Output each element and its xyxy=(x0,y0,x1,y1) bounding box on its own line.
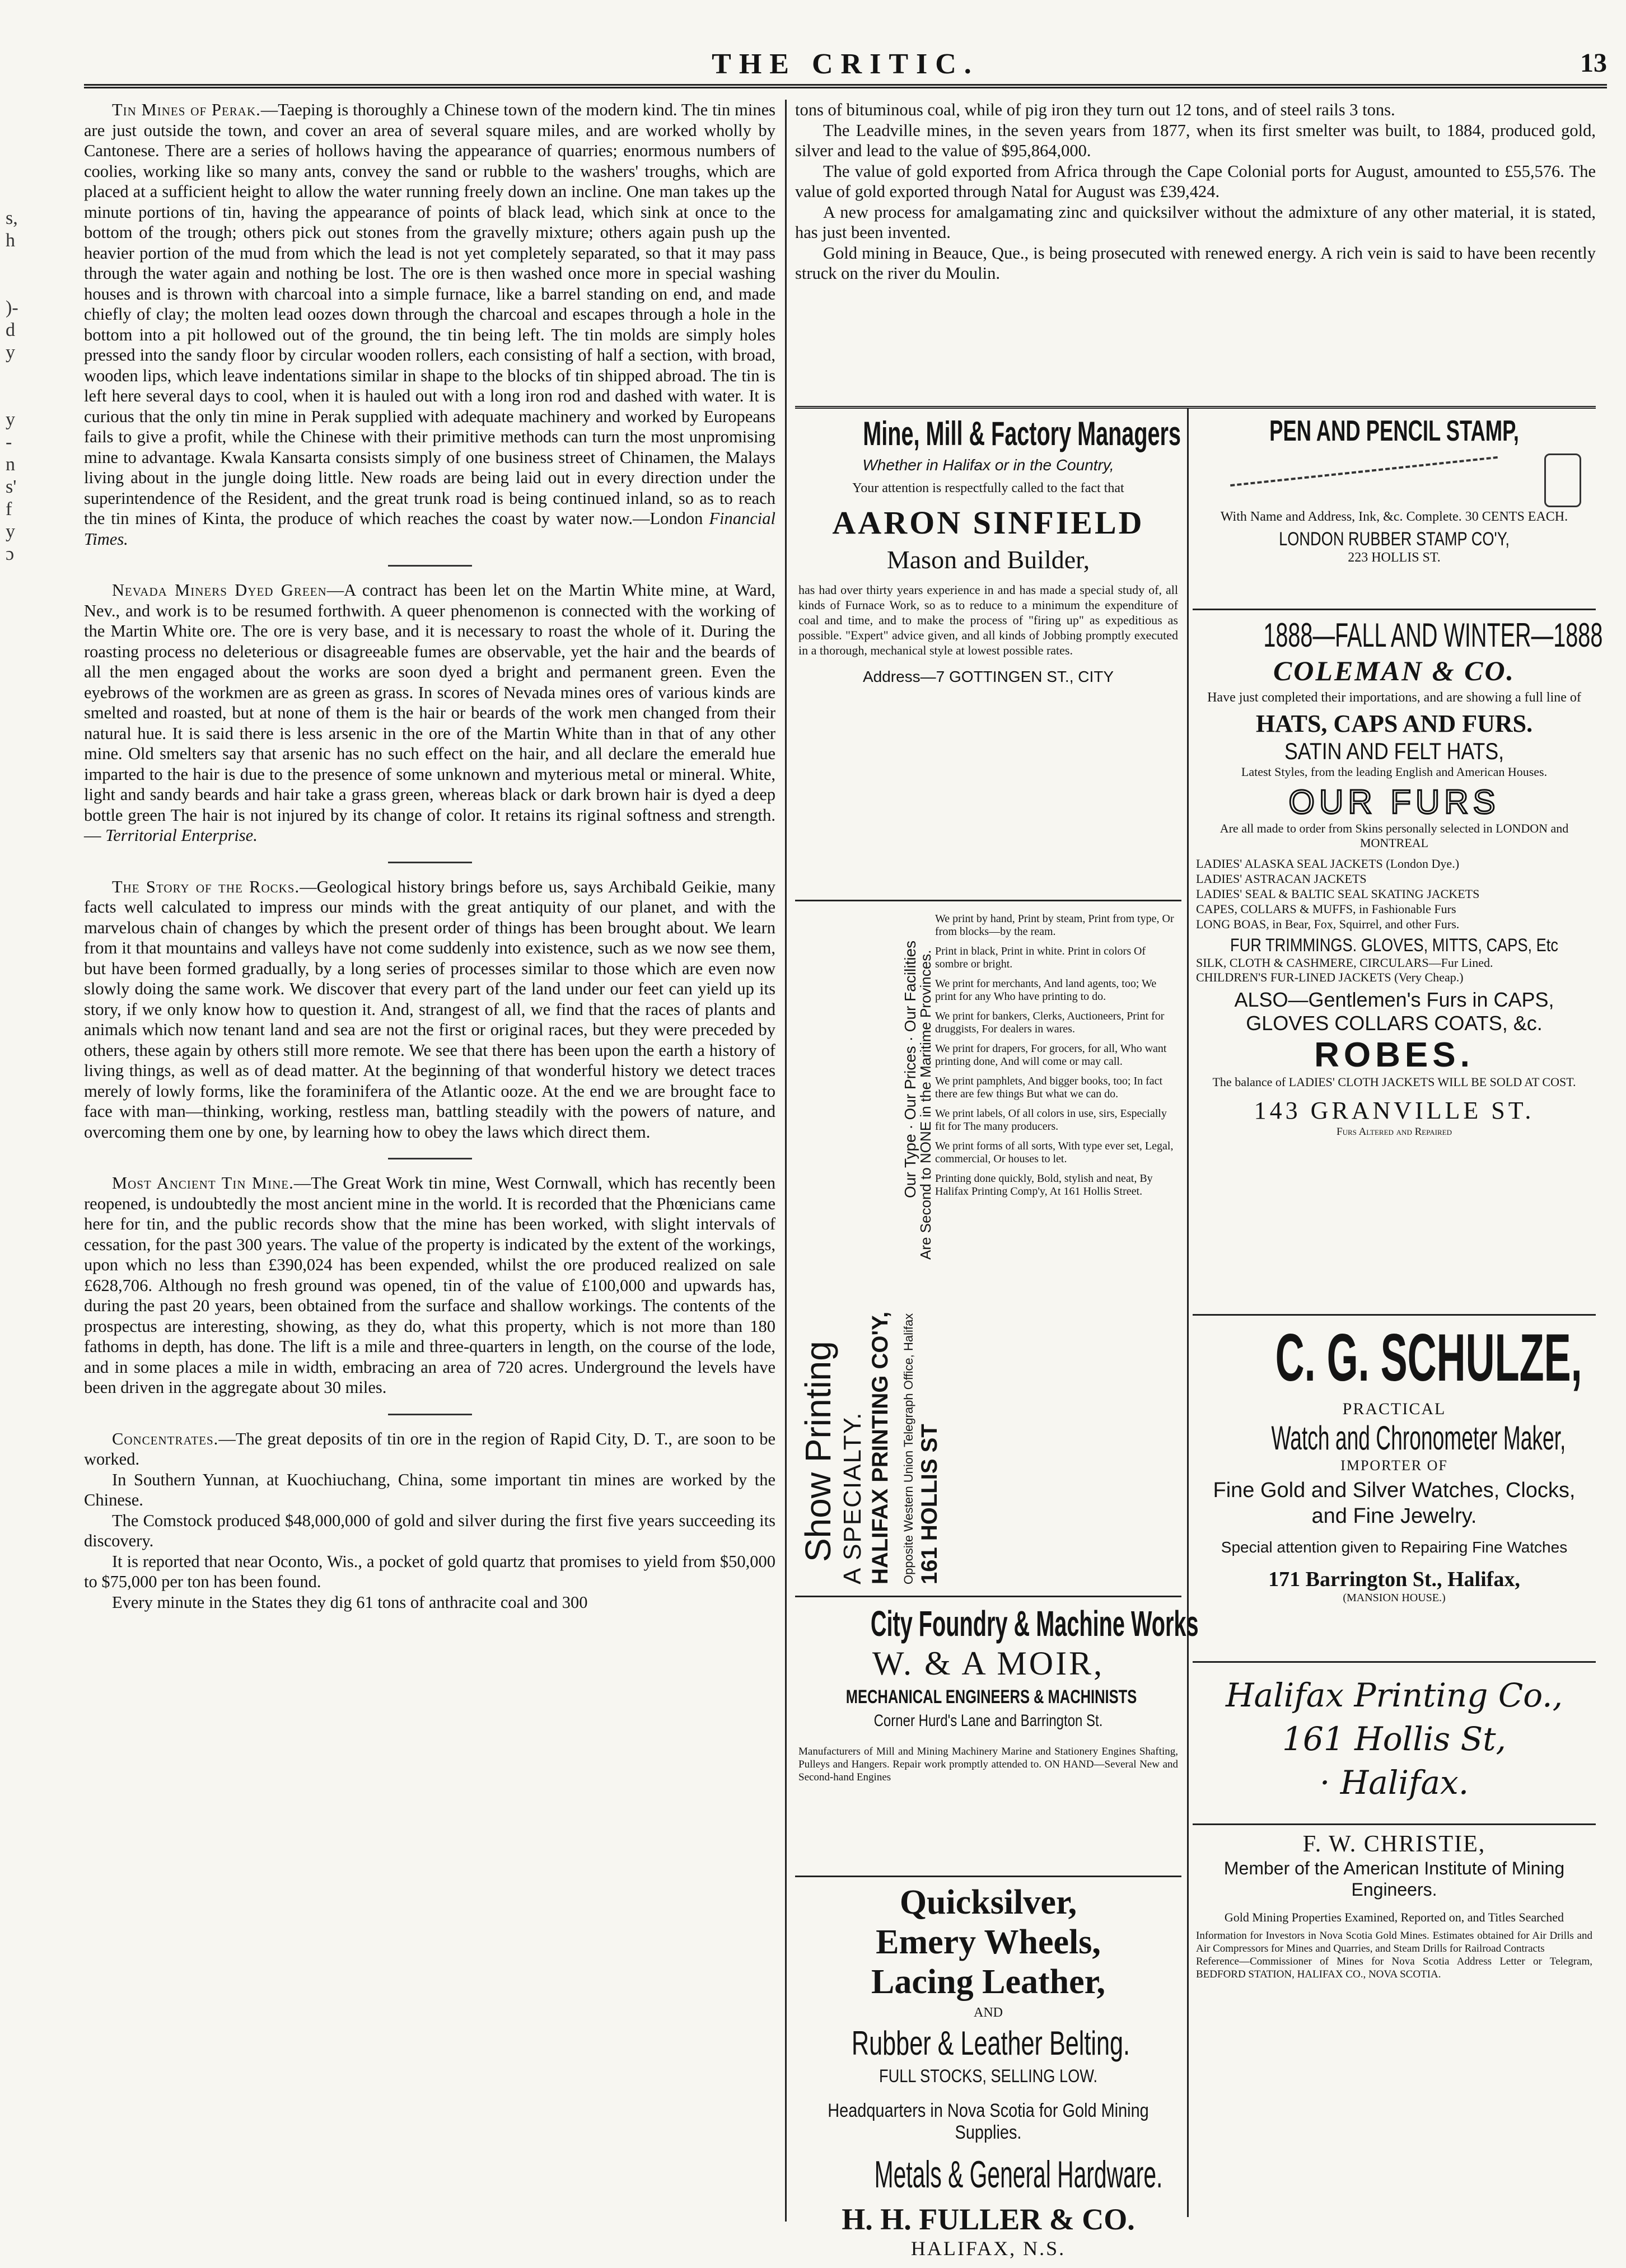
article-paragraph xyxy=(84,580,775,846)
newspaper-page xyxy=(84,45,1607,2260)
coleman-also: ALSO—Gentlemen's Furs in CAPS, GLOVES COLLARS COATS, &c. xyxy=(1234,988,1554,1035)
fuller-name: H. H. FULLER & CO. xyxy=(842,2202,1135,2236)
christie-props: Gold Mining Properties Examined, Reported on, and Titles Searched xyxy=(1224,1910,1564,1924)
printing-verse-item: We print for merchants, And land agents, too; We print for any Who have printing to do. xyxy=(935,978,1157,1003)
fuller-metals: Metals & General Hardware. xyxy=(874,2153,1163,2196)
margin-mark xyxy=(6,274,28,297)
coleman-satin: SATIN AND FELT HATS, xyxy=(1284,738,1504,764)
printing-verse-item: We print labels, Of all colors in use, sirs, Especially fit for The many producers. xyxy=(935,1107,1167,1133)
article xyxy=(84,877,775,1143)
coleman-intro: Have just completed their importations, and are showing a full line of xyxy=(1207,690,1581,705)
mining-note: A new process for amalgamating zinc and quicksilver without the admixture of any other material, it is stated, has just been invented. xyxy=(795,202,1596,242)
printing-street: 161 HOLLIS ST xyxy=(917,1424,942,1584)
article-paragraph xyxy=(84,1173,775,1398)
schulze-address: 171 Barrington St., Halifax, xyxy=(1268,1568,1520,1591)
article-separator xyxy=(388,862,472,863)
ad-schulze xyxy=(1193,1316,1596,1663)
margin-mark: )- xyxy=(6,297,18,318)
margin-mark: y xyxy=(6,409,15,430)
margin-mark: n xyxy=(6,454,15,475)
coleman-made: Are all made to order from Skins personally selected in LONDON and MONTREAL xyxy=(1220,821,1569,850)
stamp-illustration xyxy=(1196,448,1592,509)
coleman-balance: The balance of LADIES' CLOTH JACKETS WILL BE SOLD AT COST. xyxy=(1212,1075,1576,1089)
printing-verse-item: We print for drapers, For grocers, for all, Who want printing done, And will come or may call. xyxy=(935,1042,1167,1068)
coleman-name: COLEMAN & CO. xyxy=(1273,655,1516,686)
coleman-trimmings: FUR TRIMMINGS. GLOVES, MITTS, CAPS, Etc xyxy=(1230,935,1558,955)
our-type: Our Type xyxy=(901,1134,919,1199)
script-line-1: Halifax Printing Co., xyxy=(1225,1676,1563,1714)
article-headline: Concentrates. xyxy=(112,1429,219,1448)
fuller-emery: Emery Wheels, xyxy=(876,1923,1101,1961)
stamp-address: 223 HOLLIS ST. xyxy=(1348,550,1441,565)
fuller-city: HALIFAX, N.S. xyxy=(910,2237,1066,2260)
ad-halifax-printing xyxy=(795,901,1181,1597)
margin-mark: s' xyxy=(6,476,17,497)
christie-ref: Reference—Commissioner of Mines for Nova Scotia Address Letter or Telegram, BEDFORD STATION, HALIFAX CO., NOVA SCOTIA. xyxy=(1196,1956,1592,1980)
article xyxy=(84,1429,775,1613)
article xyxy=(84,100,775,549)
article-paragraph xyxy=(84,1429,775,1470)
sinfield-body: has had over thirty years experience in and has made a special study of, all kinds of Furnace Work, so as to reduce to a minimum the expenditure of coal and time, and to make the process of "firing up" as expeditious as possible. "Expert" advice given, and all kinds of Jobbing promptly executed in a thorough, mechanical style at lowest possible rates. xyxy=(798,583,1178,657)
article-paragraph xyxy=(84,1551,775,1592)
ad-halifax-script xyxy=(1193,1663,1596,1825)
fuller-stocks: FULL STOCKS, SELLING LOW. xyxy=(879,2066,1097,2086)
page-number: 13 xyxy=(1580,48,1607,78)
margin-mark xyxy=(6,252,28,274)
mining-note: tons of bituminous coal, while of pig iron they turn out 12 tons, and of steel rails 3 tons. xyxy=(795,100,1395,119)
moir-name: W. & A MOIR, xyxy=(872,1645,1105,1682)
article-paragraph xyxy=(84,1592,775,1613)
fuller-belting: Rubber & Leather Belting. xyxy=(851,2024,1130,2062)
fuller-lacing: Lacing Leather, xyxy=(871,1963,1105,2001)
script-line-2: 161 Hollis St, xyxy=(1282,1720,1506,1758)
left-column xyxy=(84,100,775,1628)
moir-role: MECHANICAL ENGINEERS & MACHINISTS xyxy=(845,1686,1137,1708)
coleman-address: 143 GRANVILLE ST. xyxy=(1254,1097,1535,1124)
schulze-goods: Fine Gold and Silver Watches, Clocks, and Fine Jewelry. xyxy=(1213,1479,1576,1528)
article-headline: The Story of the Rocks. xyxy=(112,877,300,896)
article-text: Every minute in the States they dig 61 tons of anthracite coal and 300 xyxy=(112,1592,588,1612)
sinfield-address: Address—7 GOTTINGEN ST., CITY xyxy=(862,668,1114,685)
advertisements xyxy=(795,409,1603,2260)
ad-fuller xyxy=(795,1877,1181,2268)
printing-show: Show Printing xyxy=(798,1341,838,1562)
article-headline: Tin Mines of Perak. xyxy=(112,100,261,119)
printing-company: HALIFAX PRINTING CO'Y, xyxy=(868,1311,893,1584)
fuller-and: AND xyxy=(974,2005,1003,2020)
article-text: —Geological history brings before us, says Archibald Geikie, many facts well calculated to impress our minds with the great antiquity of our planet, and with the marvelous chain of changes by which the present order of things has been brought about. We learn from it that mountains and valleys have not come suddenly into existence, such as we now see them, but have been formed gradually, by a long series of processes similar to those which are even now slowly doing the same work. We discover that every part of the land under our feet can yield up its story, if we only know how to question it. And, strangest of all, we find that the races of plants and animals which now tenant land and sea are not the first or original races, but they were preceded by others, these again by others still more remote. We see that there has been upon the earth a history of living things, as well as of dead matter. At the beginning of that wonderful history we detect traces merely of lowly forms, like the foraminifera of the Atlantic ooze. At the end we are brought face to face with man—thinking, working, restless man, battling steadily with the powers of nature, and overcoming them one by one, by learning how to obey the laws which direct them. xyxy=(84,877,775,1142)
coleman-line: LADIES' ASTRACAN JACKETS xyxy=(1196,872,1367,886)
margin-mark xyxy=(6,386,28,409)
article-text: It is reported that near Oconto, Wis., a pocket of gold quartz that promises to yield from $50,000 to $75,000 per ton has been found. xyxy=(84,1551,775,1591)
ad-moir xyxy=(795,1597,1199,1877)
ad-sinfield xyxy=(795,409,1181,901)
article xyxy=(84,580,775,846)
schulze-special: Special attention given to Repairing Fine Watches xyxy=(1221,1539,1568,1556)
coleman-lines xyxy=(1196,856,1592,932)
margin-mark: y xyxy=(6,521,15,542)
schulze-importer: IMPORTER OF xyxy=(1340,1457,1448,1474)
article-paragraph xyxy=(84,1470,775,1511)
margin-mark: - xyxy=(6,432,12,452)
schulze-practical: PRACTICAL xyxy=(1342,1400,1446,1418)
printing-specialty: A SPECIALTY. xyxy=(839,1411,866,1584)
newspaper-title: THE CRITIC. xyxy=(712,48,979,80)
ad-coleman xyxy=(1193,610,1603,1316)
margin-mark: ɔ xyxy=(6,544,15,564)
our-facilities: Our Facilities xyxy=(901,940,919,1032)
column-rule-left xyxy=(785,100,787,2222)
coleman-repaired: Furs Altered and Repaired xyxy=(1337,1126,1452,1138)
christie-member: Member of the American Institute of Mining Engineers. xyxy=(1223,1858,1565,1900)
article-text: —The Great Work tin mine, West Cornwall, which has recently been reopened, is undoubtedly the most ancient mine in the world. It is recorded that the Phœnicians came here for tin, and the public records show that the mine has been worked, with slight intervals of cessation, for the past 300 years. The value of the property is indicated by the extent of the workings, upon which no less than £390,024 has been expended, whilst the ore produced realized on sale £628,706. Although no fresh ground was opened, tin of the value of £100,000 and upwards has, during the past 20 years, been obtained from the surface and shallow workings. The contents of the prospectus are interesting, showing, as they do, what this property, which is not more than 180 fathoms in depth, has done. The lift is a mile and three-quarters in length, on the course of the lode, and in some places a mile in width, embracing an area of 720 acres. Underground the levels have been driven in the aggregate about 30 miles. xyxy=(84,1173,775,1397)
margin-mark: y xyxy=(6,342,15,363)
stamp-headline: PEN AND PENCIL STAMP, xyxy=(1269,415,1519,447)
stamp-body: With Name and Address, Ink, &c. Complete. 30 CENTS EACH. xyxy=(1220,509,1568,524)
ad-column-b xyxy=(1193,409,1603,1989)
margin-mark: h xyxy=(6,230,15,251)
mid-column-top xyxy=(795,100,1596,402)
our-prices: Our Prices xyxy=(901,1046,919,1120)
printing-opposite: Opposite Western Union Telegraph Office, Halifax xyxy=(901,1313,915,1584)
fuller-hq: Headquarters in Nova Scotia for Gold Mining Supplies. xyxy=(828,2100,1149,2143)
moir-address: Corner Hurd's Lane and Barrington St. xyxy=(873,1711,1103,1730)
ad-christie xyxy=(1193,1825,1596,1989)
mining-notes xyxy=(795,100,1596,284)
mining-note: The Leadville mines, in the seven years from 1877, when its first smelter was built, to 1884, produced gold, silver and lead to the value of $95,864,000. xyxy=(795,120,1596,160)
coleman-robes: ROBES. xyxy=(1314,1036,1474,1074)
article-text: —A contract has been let on the Martin White mine, at Ward, Nev., and work is to be resumed forthwith. A queer phenomenon is connected with the working of the Martin White ore. The ore is very base, and it is necessary to roast the whole of it. During the roasting process no deleterious or disagreeable fumes are observable, yet the hair and the beards of all the men engaged about the works are soon dyed a bright and permanent green. Even the eyebrows of the workmen are as green as grass. In scores of Nevada mines ores of various kinds are smelted and roasted, but at none of them is the hair or beards of the work men changed from their natural hue. It is said there is less arsenic in the ore of the Martin White than in that of any other mine. Old smelters say that arsenic has no such effect on the hair, and all declare the emerald hue imparted to the hair is due to the presence of some unknown and myterious metal or mineral. White, light and sandy beards and hair take a grass green, whereas black or dark brown hair is dyed a deep bottle green The hair is not injured by its change of color. It retains its riginal softness and strength.— xyxy=(84,581,775,845)
coleman-line: CAPES, COLLARS & MUFFS, in Fashionable Furs xyxy=(1196,902,1456,916)
coleman-furs: OUR FURS xyxy=(1288,783,1500,821)
printing-our: Our Type · Our Prices · Our Facilities xyxy=(901,940,919,1199)
mining-note: Gold mining in Beauce, Que., is being prosecuted with renewed energy. A rich vein is said to have been recently struck on the river du Moulin. xyxy=(795,243,1596,283)
printing-verse-item: We print by hand, Print by steam, Print from type, Or from blocks—by the ream. xyxy=(935,913,1174,938)
article-paragraph xyxy=(84,877,775,1143)
coleman-silk: SILK, CLOTH & CASHMERE, CIRCULARS—Fur Lined. xyxy=(1196,956,1493,970)
article-headline: Nevada Miners Dyed Green xyxy=(112,581,327,600)
article-paragraph xyxy=(84,1511,775,1551)
printing-verse-item: Printing done quickly, Bold, stylish and neat, By Halifax Printing Comp'y, At 161 Hollis Street. xyxy=(935,1172,1153,1198)
printing-second: Are Second to NONE in the Maritime Provinces. xyxy=(917,950,934,1260)
stamp-company: LONDON RUBBER STAMP CO'Y, xyxy=(1279,529,1510,550)
sinfield-name: AARON SINFIELD xyxy=(832,504,1144,541)
sinfield-trade: Mason and Builder, xyxy=(886,545,1090,574)
christie-name: F. W. CHRISTIE, xyxy=(1302,1831,1486,1857)
article-headline: Most Ancient Tin Mine. xyxy=(112,1173,294,1193)
article-separator xyxy=(388,1158,472,1159)
coleman-line: LONG BOAS, in Bear, Fox, Squirrel, and other Furs. xyxy=(1196,917,1460,931)
margin-mark: d xyxy=(6,320,15,340)
article-source: Territorial Enterprise. xyxy=(105,826,258,845)
article-paragraph xyxy=(84,100,775,549)
coleman-children: CHILDREN'S FUR-LINED JACKETS (Very Cheap.) xyxy=(1196,970,1464,984)
coleman-season: 1888—FALL AND WINTER—1888 xyxy=(1263,616,1603,654)
printing-verse-item: We print pamphlets, And bigger books, too; In fact there are few things But what we can do. xyxy=(935,1075,1163,1100)
moir-body: Manufacturers of Mill and Mining Machinery Marine and Stationery Engines Shafting, Pulleys and Hangers. Repair work promptly attended to. ON HAND—Several New and Second-hand Engines xyxy=(798,1746,1178,1783)
article-source: Financial Times. xyxy=(84,509,775,549)
sinfield-headline: Mine, Mill & Factory Managers xyxy=(863,415,1181,452)
sinfield-attn: Your attention is respectfully called to the fact that xyxy=(852,481,1124,495)
article-separator xyxy=(388,1414,472,1415)
printing-verse-item: We print forms of all sorts, With type ever set, Legal, commercial, Or houses to let. xyxy=(935,1140,1174,1165)
mining-note: The value of gold exported from Africa through the Cape Colonial ports for August, amounted to £55,576. The value of gold exported through Natal for August was £39,424. xyxy=(795,161,1596,201)
article-separator xyxy=(388,565,472,567)
masthead xyxy=(84,45,1607,88)
printing-verse-item: Print in black, Print in white. Print in colors Of sombre or bright. xyxy=(935,945,1146,970)
moir-headline: City Foundry & Machine Works xyxy=(870,1603,1199,1644)
margin-mark: s, xyxy=(6,208,18,228)
sinfield-sub: Whether in Halifax or in the Country, xyxy=(862,456,1114,474)
ad-column-a xyxy=(795,409,1199,2268)
margin-mark: f xyxy=(6,499,12,520)
printing-verse-item: We print for bankers, Clerks, Auctioneers, Print for druggists, For dealers in wares. xyxy=(935,1010,1165,1035)
coleman-line: LADIES' SEAL & BALTIC SEAL SKATING JACKETS xyxy=(1196,887,1480,901)
article xyxy=(84,1173,775,1398)
article-text: —The great deposits of tin ore in the region of Rapid City, D. T., are soon to be worked. xyxy=(84,1429,775,1469)
schulze-house: (MANSION HOUSE.) xyxy=(1343,1592,1446,1604)
fuller-quicksilver: Quicksilver, xyxy=(899,1883,1077,1921)
article-text: In Southern Yunnan, at Kuochiuchang, China, some important tin mines are worked by the Chinese. xyxy=(84,1470,775,1509)
coleman-line: LADIES' ALASKA SEAL JACKETS (London Dye.) xyxy=(1196,857,1460,871)
schulze-name: C. G. SCHULZE, xyxy=(1275,1320,1582,1395)
coleman-hats: HATS, CAPS AND FURS. xyxy=(1255,710,1533,737)
margin-mark xyxy=(6,364,28,386)
schulze-trade: Watch and Chronometer Maker, xyxy=(1271,1419,1566,1457)
article-text: The Comstock produced $48,000,000 of gold and silver during the first five years succeeding its discovery. xyxy=(84,1511,775,1550)
article-text: —Taeping is thoroughly a Chinese town of the modern kind. The tin mines are just outside the town, and cover an area of several square miles, and are worked wholly by Cantonese. There are a series of hollows having the appearance of quarries; enormous numbers of coolies, working like so many ants, convey the sand or rubble to the washers' troughs, which are placed at a sufficient height to allow the water running freely down an incline. One man takes up the minute portions of tin, having the appearance of points of black lead, which sink at once to the bottom of the trough; others pick out stones from the gravelly mixture; others again push up the heavier portion of the mud from which the lead is not yet completely separated, so that it may pass through the water again and nothing be lost. The ore is then washed once more in special washing houses and is thrown with charcoal into a simple furnace, like a barrel standing on end, and made chiefly of clay; the molten lead oozes down through the charcoal and escapes through a hole in the bottom into a pit hollowed out of the ground, the tin being left. The tin molds are simply holes pressed into the sandy floor by circular wooden rollers, each consisting of half a section, with broad, wooden lips, which leave indentations similar in shape to the blocks of tin shipped abroad. The tin is left here several days to cool, when it is hauled out with a long iron rod and dashed with water. It is curious that the only tin mine in Perak supplied with adequate machinery and worked by Europeans fails to give a profit, while the Chinese with their primitive methods can turn the most unpromising mine to advantage. Kwala Kansarta consists simply of one business street of Chinamen, the Malays living about in the jungle doing little. New roads are being laid out in every direction under the superintendence of the Resident, and the great trunk road is being continued inland, so as to reach the tin mines of Kinta, the produce of which reaches the coast by water now.—London xyxy=(84,100,775,528)
christie-body: Information for Investors in Nova Scotia Gold Mines. Estimates obtained for Air Drills and Air Compressors for Mines and Quarries, and Steam Drills for Railroad Contracts xyxy=(1196,1930,1592,1954)
ad-stamp xyxy=(1193,409,1596,610)
script-line-3: · Halifax. xyxy=(1319,1764,1469,1802)
printing-verse xyxy=(935,913,1176,1205)
margin-marks xyxy=(6,207,28,565)
coleman-styles: Latest Styles, from the leading English and American Houses. xyxy=(1241,765,1548,779)
